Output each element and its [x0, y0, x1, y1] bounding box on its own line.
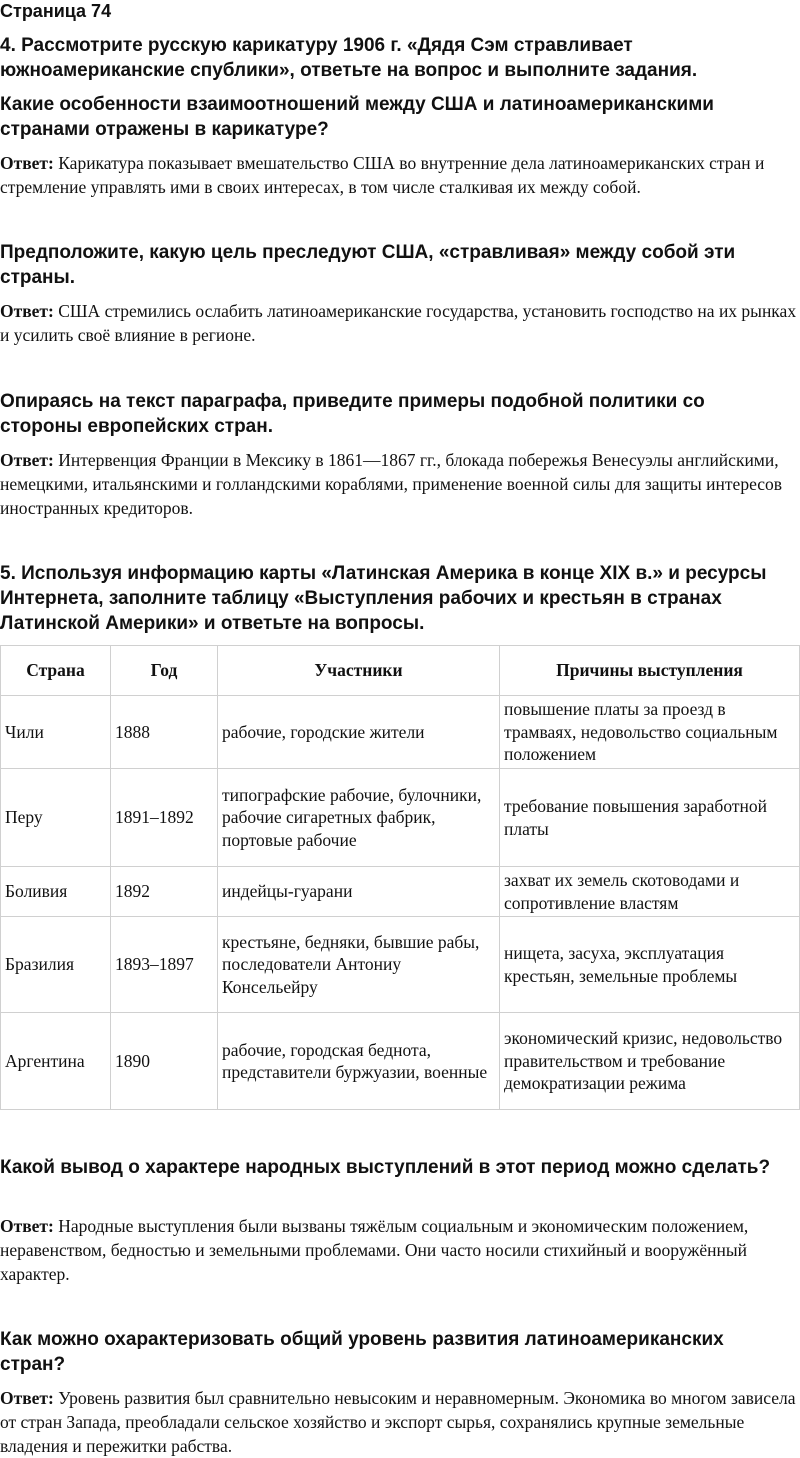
- cell-causes: захват их земель скотоводами и сопротивление властям: [500, 867, 800, 917]
- question-3: Опираясь на текст параграфа, приведите примеры подобной политики со стороны европейских стран.: [0, 391, 705, 437]
- question-1: Какие особенности взаимоотношений между США и латиноамериканскими странами отражены в карикатуре?: [0, 94, 714, 140]
- answer-4: [0, 1214, 800, 1286]
- cell-participants: рабочие, городские жители: [218, 696, 500, 769]
- table-row: [1, 769, 800, 867]
- answer-label: Ответ:: [0, 153, 54, 173]
- answer-1-text: Карикатура показывает вмешательство США во внутренние дела латиноамериканских стран и стремление управлять ими в своих интересах, в том числе сталкивая их между собой.: [0, 153, 765, 197]
- cell-causes: нищета, засуха, эксплуатация крестьян, земельные проблемы: [500, 917, 800, 1013]
- cell-participants: крестьяне, бедняки, бывшие рабы, последователи Антониу Консельейру: [218, 917, 500, 1013]
- task5-heading: 5. Используя информацию карты «Латинская Америка в конце XIX в.» и ресурсы Интернета, заполните таблицу «Выступления рабочих и крестьян в странах Латинской Америки» и ответьте на вопросы.: [0, 563, 767, 634]
- cell-causes: экономический кризис, недовольство правительством и требование демократизации режима: [500, 1013, 800, 1110]
- uprisings-table: [0, 645, 800, 1110]
- answer-label: Ответ:: [0, 301, 54, 321]
- answer-4-text: Народные выступления были вызваны тяжёлым социальным и экономическим положением, неравенством, бедностью и земельными проблемами. Они часто носили стихийный и вооружённый характер.: [0, 1216, 749, 1284]
- answer-3: [0, 448, 800, 520]
- answer-2-text: США стремились ослабить латиноамериканские государства, установить господство на их рынках и усилить своё влияние в регионе.: [0, 301, 797, 345]
- answer-3-text: Интервенция Франции в Мексику в 1861—1867 гг., блокада побережья Венесуэлы английскими, немецкими, итальянскими и голландскими кораблями, применение военной силы для защиты интересов иностранных кредиторов.: [0, 450, 783, 518]
- question-2: Предположите, какую цель преследуют США, «стравливая» между собой эти страны.: [0, 242, 736, 288]
- page-title: Страница 74: [0, 1, 112, 21]
- answer-label: Ответ:: [0, 1216, 54, 1236]
- cell-year: 1888: [111, 696, 218, 769]
- cell-participants: индейцы-гуарани: [218, 867, 500, 917]
- question-4: Какой вывод о характере народных выступлений в этот период можно сделать?: [0, 1157, 771, 1178]
- cell-year: 1890: [111, 1013, 218, 1110]
- cell-causes: повышение платы за проезд в трамваях, недовольство социальным положением: [500, 696, 800, 769]
- cell-country: Перу: [1, 769, 111, 867]
- answer-1: [0, 151, 800, 199]
- table-row: [1, 696, 800, 769]
- answer-2: [0, 299, 800, 347]
- cell-year: 1893–1897: [111, 917, 218, 1013]
- cell-year: 1892: [111, 867, 218, 917]
- table-row: [1, 867, 800, 917]
- cell-causes: требование повышения заработной платы: [500, 769, 800, 867]
- cell-country: Аргентина: [1, 1013, 111, 1110]
- table-header-row: [1, 646, 800, 696]
- cell-participants: рабочие, городская беднота, представители буржуазии, военные: [218, 1013, 500, 1110]
- answer-5: [0, 1386, 800, 1458]
- answer-5-text: Уровень развития был сравнительно невысоким и неравномерным. Экономика во многом зависела от стран Запада, преобладали сельское хозяйство и экспорт сырья, сохранялись крупные земельные владения и пережитки рабства.: [0, 1388, 796, 1456]
- column-header-country: Страна: [1, 646, 111, 696]
- column-header-participants: Участники: [218, 646, 500, 696]
- column-header-causes: Причины выступления: [500, 646, 800, 696]
- cell-participants: типографские рабочие, булочники, рабочие сигаретных фабрик, портовые рабочие: [218, 769, 500, 867]
- answer-label: Ответ:: [0, 1388, 54, 1408]
- cell-country: Чили: [1, 696, 111, 769]
- table-row: [1, 1013, 800, 1110]
- column-header-year: Год: [111, 646, 218, 696]
- cell-year: 1891–1892: [111, 769, 218, 867]
- answer-label: Ответ:: [0, 450, 54, 470]
- question-5: Как можно охарактеризовать общий уровень развития латиноамериканских стран?: [0, 1329, 724, 1375]
- cell-country: Боливия: [1, 867, 111, 917]
- cell-country: Бразилия: [1, 917, 111, 1013]
- table-row: [1, 917, 800, 1013]
- task4-heading: 4. Рассмотрите русскую карикатуру 1906 г. «Дядя Сэм стравливает южноамериканские спублики», ответьте на вопрос и выполните задания.: [0, 35, 698, 81]
